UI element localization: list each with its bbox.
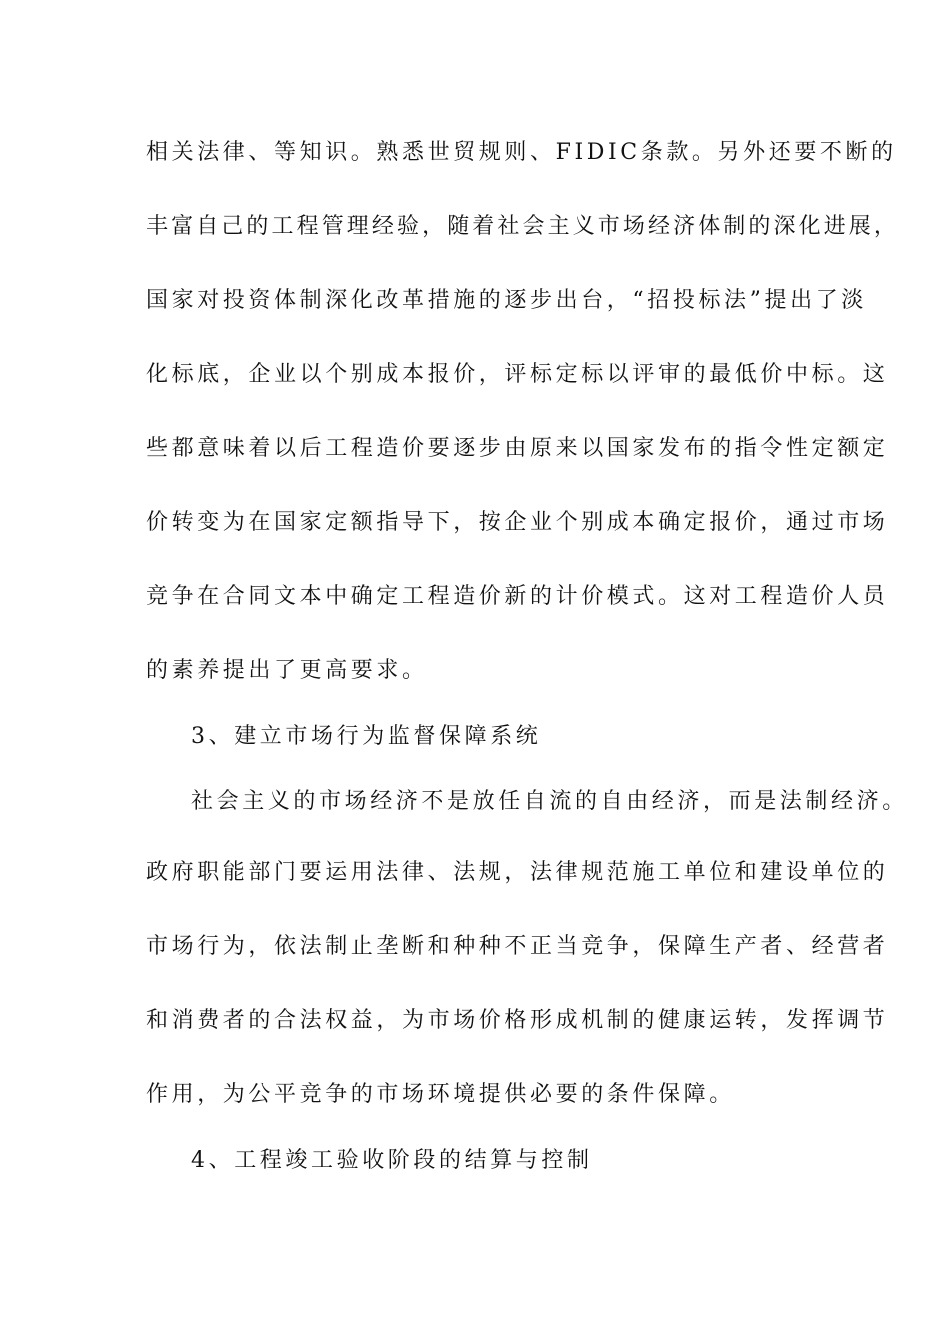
paragraph-line: 的素养提出了更高要求。 (146, 658, 428, 683)
section-heading: 3、建立市场行为监督保障系统 (191, 724, 542, 749)
paragraph-line: 价转变为在国家定额指导下，按企业个别成本确定报价，通过市场 (146, 510, 889, 535)
paragraph-line: 化标底，企业以个别成本报价，评标定标以评审的最低价中标。这 (146, 362, 889, 387)
paragraph-line: 些都意味着以后工程造价要逐步由原来以国家发布的指令性定额定 (146, 436, 889, 461)
paragraph-line: 作用，为公平竞争的市场环境提供必要的条件保障。 (146, 1082, 735, 1107)
paragraph-line: 政府职能部门要运用法律、法规，法律规范施工单位和建设单位的 (146, 860, 889, 885)
paragraph-line: 和消费者的合法权益，为市场价格形成机制的健康运转，发挥调节 (146, 1008, 889, 1033)
paragraph-line: 相关法律、等知识。熟悉世贸规则、FIDIC条款。另外还要不断的 (146, 140, 897, 165)
paragraph-line: 国家对投资体制深化改革措施的逐步出台，“招投标法”提出了淡 (146, 288, 867, 313)
paragraph-line: 社会主义的市场经济不是放任自流的自由经济，而是法制经济。 (191, 789, 908, 814)
paragraph-line: 丰富自己的工程管理经验，随着社会主义市场经济体制的深化进展， (146, 214, 900, 239)
paragraph-line: 市场行为，依法制止垄断和种种不正当竞争，保障生产者、经营者 (146, 934, 889, 959)
section-heading: 4、工程竣工验收阶段的结算与控制 (191, 1148, 593, 1173)
paragraph-line: 竞争在合同文本中确定工程造价新的计价模式。这对工程造价人员 (146, 584, 889, 609)
